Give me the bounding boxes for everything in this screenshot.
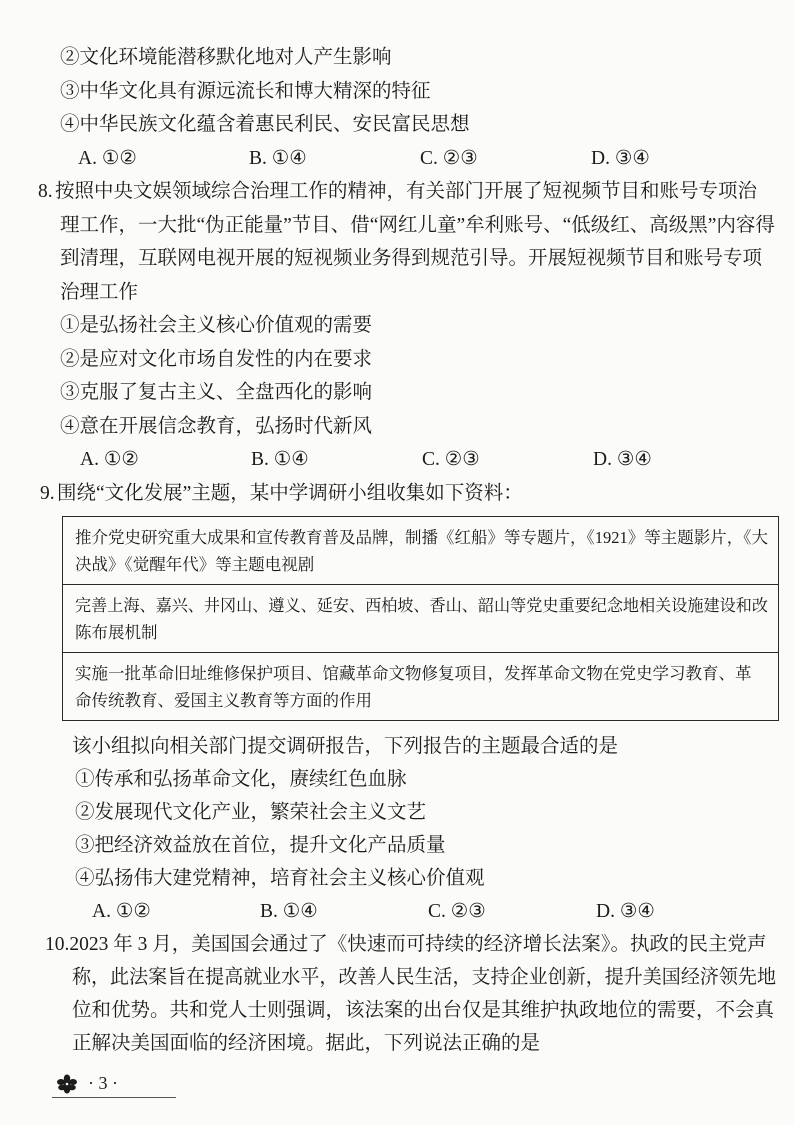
- question-stem-line: [0, 994, 794, 1027]
- question-number: 8.: [38, 181, 53, 202]
- question-stem-text: 2023 年 3 月，美国国会通过了《快速而可持续的经济增长法案》。执政的民主党声: [69, 933, 767, 955]
- question-9-continued: [0, 730, 794, 928]
- statement-item: [0, 796, 794, 829]
- answer-option-b: B. ①④: [249, 147, 307, 169]
- question-stem-line: [0, 276, 794, 310]
- question-stem-text: 理工作，一大批“伪正能量”节目、借“网红儿童”牟利账号、“低级红、高级黑”内容得: [60, 214, 775, 236]
- statement-text: ④弘扬伟大建党精神，培育社会主义核心价值观: [75, 867, 485, 889]
- answer-option-d: D. ③④: [593, 449, 652, 470]
- material-line: [75, 619, 768, 646]
- question-number: 10.: [45, 933, 70, 955]
- flower-ornament-icon: [56, 1074, 78, 1094]
- answer-option-a: A. ①②: [80, 449, 139, 470]
- question-number: 9.: [40, 482, 55, 504]
- statement-text: ④意在开展信念教育，弘扬时代新风: [60, 415, 373, 437]
- answer-options: [0, 142, 794, 176]
- answer-option-b: B. ①④: [251, 449, 309, 470]
- question-stem-text: 围绕“文化发展”主题，某中学调研小组收集如下资料：: [57, 482, 523, 504]
- statement-text: ③中华文化具有源远流长和博大精深的特征: [60, 80, 431, 102]
- footer-rule: [52, 1097, 176, 1098]
- question-stem-text: 治理工作: [60, 281, 139, 303]
- material-row: [63, 517, 778, 584]
- material-row: [63, 652, 778, 720]
- previous-question-continued: [0, 41, 794, 175]
- question-stem-line: [0, 1027, 794, 1060]
- statement-item: [0, 763, 794, 796]
- statement-item: [0, 108, 794, 142]
- question-prompt: [0, 730, 794, 763]
- material-text: 命传统教育、爱国主义教育等方面的作用: [75, 691, 372, 710]
- statement-text: ③克服了复古主义、全盘西化的影响: [60, 382, 373, 403]
- question-10: [0, 928, 794, 1060]
- answer-options: [0, 443, 794, 477]
- answer-options: [0, 895, 794, 928]
- material-line: [75, 660, 768, 687]
- page-footer: [52, 1068, 182, 1102]
- answer-option-d: D. ③④: [591, 147, 650, 169]
- statement-text: ④中华民族文化蕴含着惠民利民、安民富民思想: [60, 114, 470, 135]
- material-line: [75, 524, 768, 551]
- statement-text: ①传承和弘扬革命文化，赓续红色血脉: [75, 768, 407, 790]
- material-line: [75, 687, 768, 714]
- answer-option-c: C. ②③: [428, 900, 486, 922]
- answer-option-d: D. ③④: [596, 900, 655, 922]
- answer-option-a: A. ①②: [92, 900, 151, 922]
- material-line: [75, 551, 768, 578]
- statement-item: [0, 376, 794, 410]
- statement-text: ②发展现代文化产业，繁荣社会主义文艺: [75, 801, 427, 823]
- answer-option-c: C. ②③: [422, 449, 480, 470]
- answer-option-a: A. ①②: [78, 147, 137, 169]
- question-stem-text: 位和优势。共和党人士则强调，该法案的出台仅是其维护执政地位的需要，不会真: [72, 999, 775, 1021]
- question-stem-text: 按照中央文娱领域综合治理工作的精神，有关部门开展了短视频节目和账号专项治: [55, 181, 758, 202]
- answer-option-b: B. ①④: [260, 900, 318, 922]
- page-number: · 3 ·: [88, 1073, 118, 1093]
- question-stem-text: 称，此法案旨在提高就业水平，改善人民生活，支持企业创新，提升美国经济领先地: [72, 966, 776, 988]
- material-text: 推介党史研究重大成果和宣传教育普及品牌，制播《红船》等专题片，《1921》等主题影片，《大: [75, 528, 768, 547]
- statement-text: ①是弘扬社会主义核心价值观的需要: [60, 315, 373, 336]
- statement-item: [0, 343, 794, 377]
- question-stem-line: [0, 209, 794, 243]
- question-stem-line: [0, 961, 794, 994]
- question-stem-line: [0, 928, 794, 961]
- statement-item: [0, 75, 794, 109]
- statement-text: ②文化环境能潜移默化地对人产生影响: [60, 47, 392, 68]
- statement-item: [0, 829, 794, 862]
- upper-text-block: [0, 41, 794, 510]
- statement-item: [0, 41, 794, 75]
- material-line: [75, 592, 768, 619]
- statement-item: [0, 862, 794, 895]
- statement-text: ②是应对文化市场自发性的内在要求: [60, 348, 373, 370]
- lower-text-block: [0, 730, 794, 1060]
- question-8: [0, 175, 794, 477]
- answer-option-c: C. ②③: [420, 147, 478, 169]
- material-text: 实施一批革命旧址维修保护项目、馆藏革命文物修复项目，发挥革命文物在党史学习教育、革: [75, 664, 752, 683]
- question-stem-line: [0, 175, 794, 209]
- material-text: 决战》《觉醒年代》等主题电视剧: [75, 555, 315, 574]
- question-9-stem: [0, 477, 794, 511]
- material-text: 陈布展机制: [75, 623, 158, 642]
- statement-text: ③把经济效益放在首位，提升文化产品质量: [75, 834, 446, 856]
- question-stem-line: [0, 242, 794, 276]
- material-row: [63, 584, 778, 652]
- question-stem-text: 正解决美国面临的经济困境。据此，下列说法正确的是: [72, 1032, 541, 1054]
- material-table: [62, 516, 779, 721]
- question-stem-text: 到清理，互联网电视开展的短视频业务得到规范引导。开展短视频节目和账号专项: [60, 248, 763, 269]
- material-text: 完善上海、嘉兴、井冈山、遵义、延安、西柏坡、香山、韶山等党史重要纪念地相关设施建设和改: [75, 596, 768, 615]
- statement-item: [0, 309, 794, 343]
- question-prompt-text: 该小组拟向相关部门提交调研报告，下列报告的主题最合适的是: [72, 735, 619, 757]
- statement-item: [0, 410, 794, 444]
